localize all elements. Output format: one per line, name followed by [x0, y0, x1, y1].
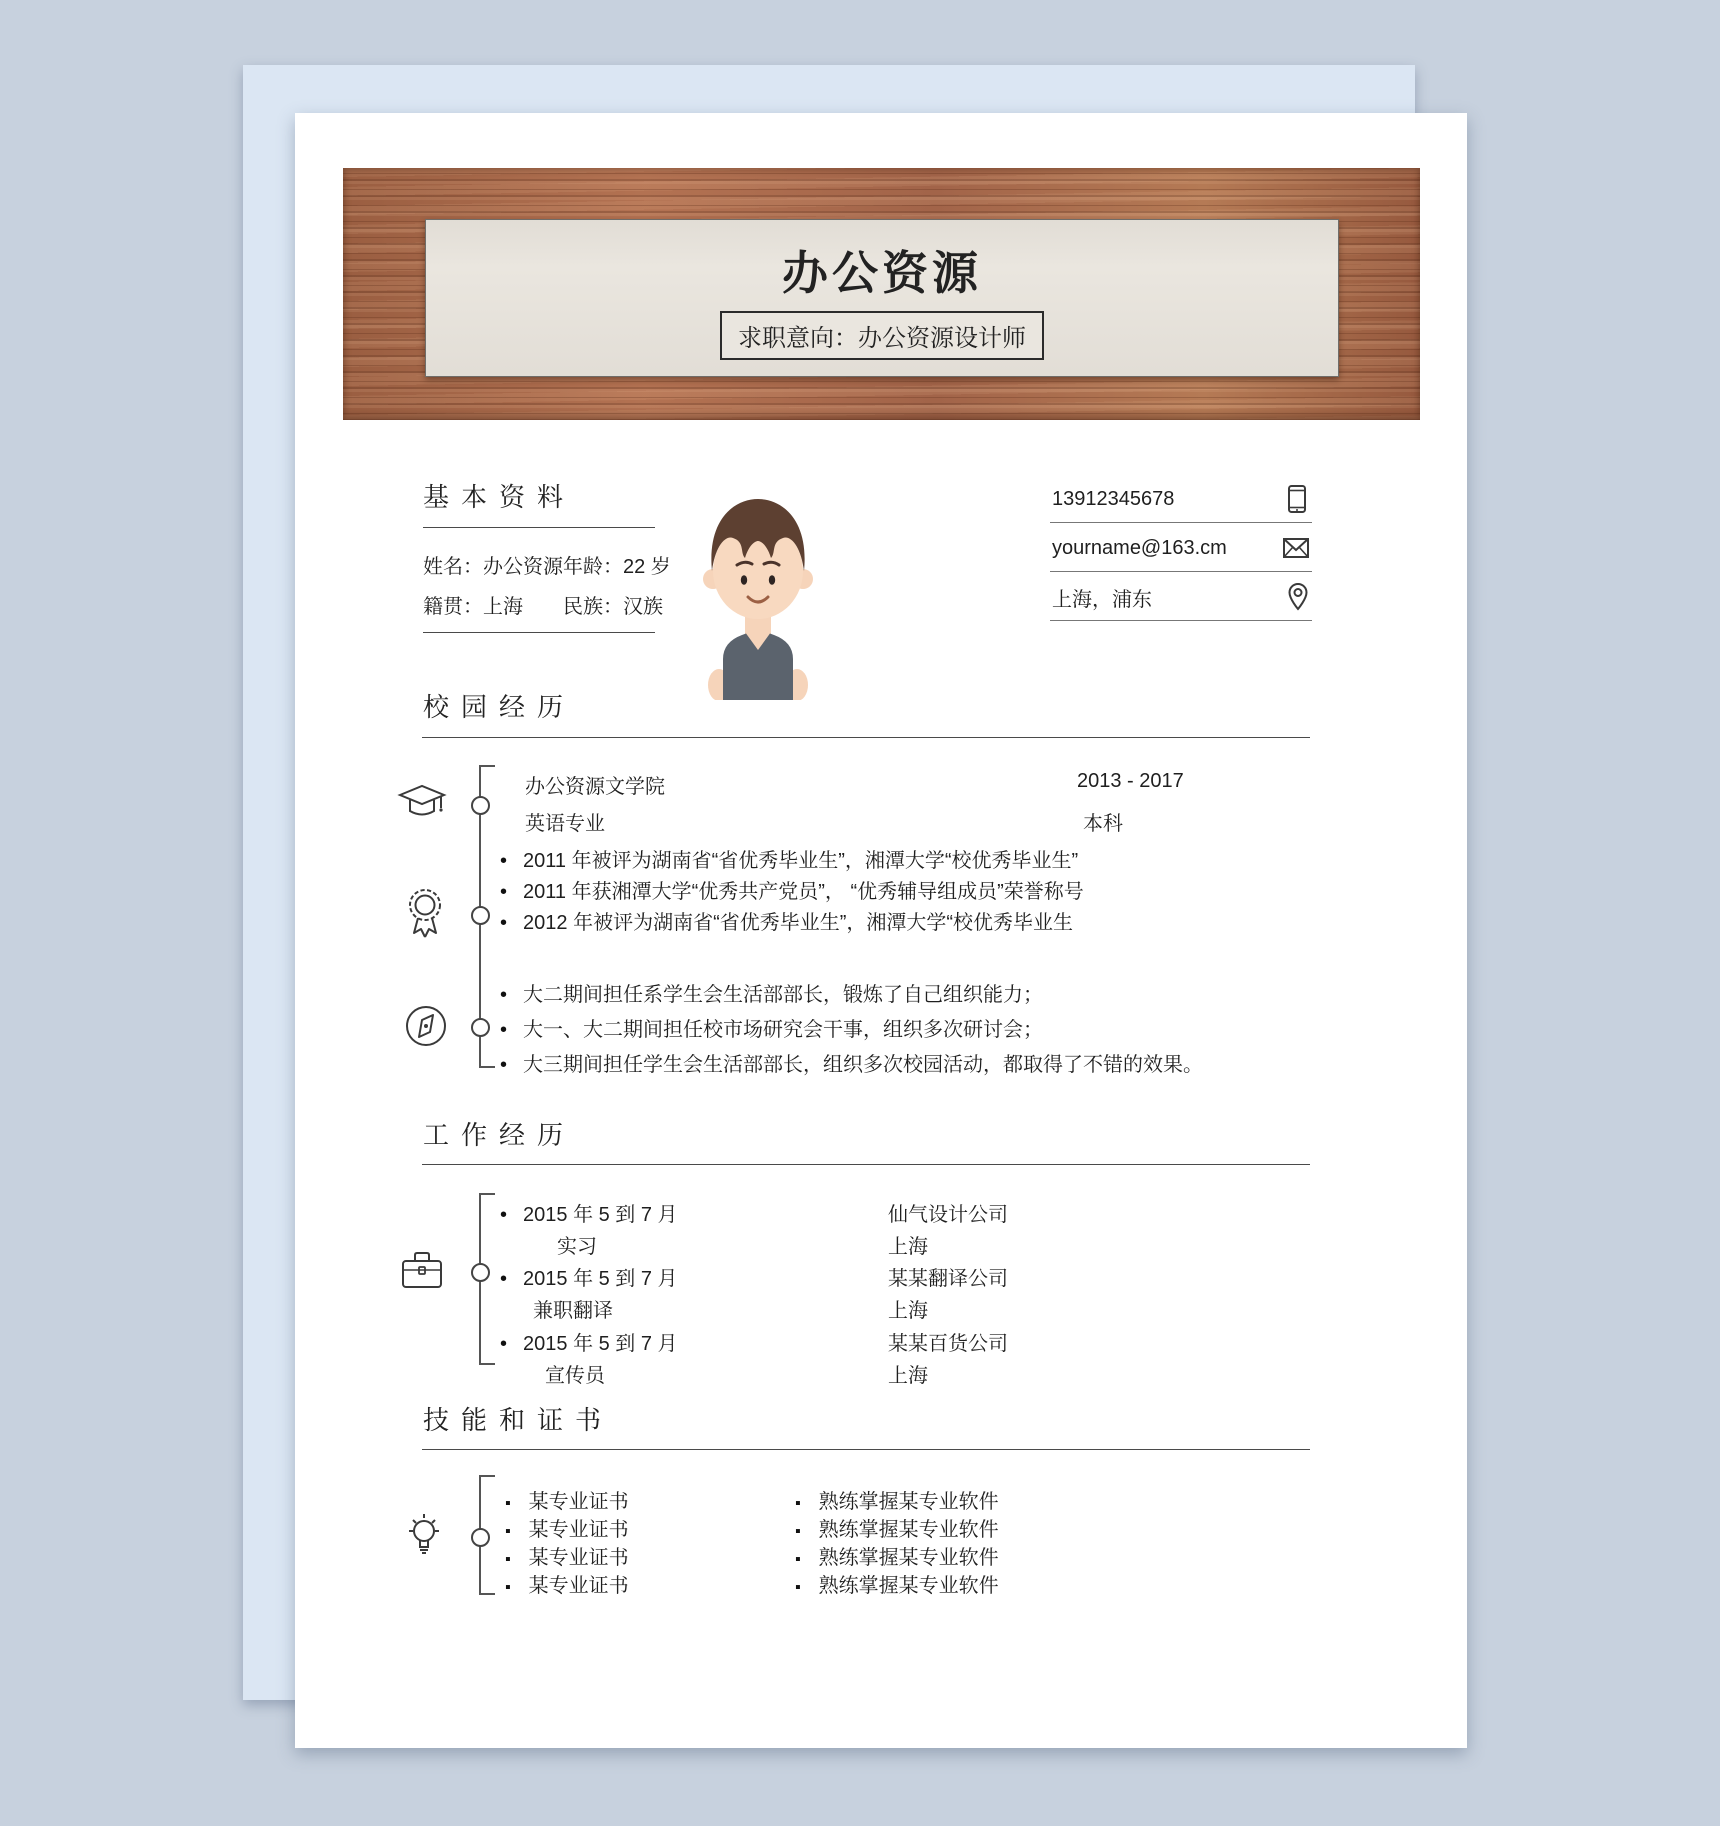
- ethnic-field: 民族：汉族: [563, 596, 663, 618]
- work-item-city: 上海: [888, 1300, 928, 1322]
- email-icon: [1282, 537, 1310, 559]
- contact-block: [1050, 485, 1312, 632]
- work-item-company: 某某翻译公司: [888, 1268, 1008, 1290]
- activity-item: • 大一、大二期间担任校市场研究会干事，组织多次研讨会；: [500, 1013, 1203, 1048]
- location-text: 上海，浦东: [1052, 588, 1152, 611]
- certificate-list: [505, 1485, 629, 1597]
- graduation-cap-icon: [397, 781, 447, 823]
- major-name: 英语专业: [525, 813, 605, 835]
- title-card: [425, 219, 1339, 377]
- contact-email-row: [1050, 534, 1312, 572]
- contact-location-row: [1050, 583, 1312, 621]
- work-item-role: 宣传员: [545, 1365, 605, 1387]
- page-title: 办公资源: [782, 247, 982, 299]
- software-list: [795, 1485, 999, 1597]
- certificate-item: ▪ 某专业证书: [505, 1541, 629, 1569]
- work-item-period: • 2015 年 5 到 7 月: [500, 1327, 678, 1356]
- work-item-role: 实习: [557, 1236, 597, 1258]
- software-item: ▪ 熟练掌握某专业软件: [795, 1485, 999, 1513]
- contact-phone-row: [1050, 485, 1312, 523]
- campus-heading-rule: [422, 737, 1310, 738]
- work-node: [471, 1263, 490, 1282]
- work-heading-rule: [422, 1164, 1310, 1165]
- avatar: [683, 485, 833, 700]
- award-item: • 2011 年获湘潭大学“优秀共产党员”， “优秀辅导组成员”荣誉称号: [500, 875, 1084, 906]
- campus-node-awards: [471, 906, 490, 925]
- activity-item: • 大二期间担任系学生会生活部部长，锻炼了自己组织能力；: [500, 978, 1203, 1013]
- resume-page: [295, 113, 1467, 1748]
- software-item: ▪ 熟练掌握某专业软件: [795, 1513, 999, 1541]
- skills-section-heading: 技能和证书: [423, 1405, 614, 1435]
- work-item-city: 上海: [888, 1365, 928, 1387]
- basic-info-heading: 基本资料: [423, 482, 576, 512]
- name-field: 姓名：办公资源: [423, 556, 563, 578]
- software-item: ▪ 熟练掌握某专业软件: [795, 1541, 999, 1569]
- wood-banner: [343, 168, 1420, 420]
- job-intent-badge: [720, 311, 1044, 360]
- basic-bottom-rule: [423, 632, 655, 633]
- work-item-role: 兼职翻译: [533, 1300, 613, 1322]
- basic-row-name-age: [423, 550, 671, 579]
- education-period: 2013 - 2017: [1077, 770, 1184, 792]
- origin-field: 籍贯：上海: [423, 596, 523, 618]
- age-field: 年龄：22 岁: [563, 556, 671, 578]
- award-item: • 2011 年被评为湖南省“省优秀毕业生”，湘潭大学“校优秀毕业生”: [500, 844, 1084, 875]
- award-item: • 2012 年被评为湖南省“省优秀毕业生”，湘潭大学“校优秀毕业生: [500, 906, 1084, 937]
- software-item: ▪ 熟练掌握某专业软件: [795, 1569, 999, 1597]
- campus-node-activities: [471, 1018, 490, 1037]
- activity-list: [500, 978, 1203, 1083]
- work-item-company: 仙气设计公司: [888, 1204, 1008, 1226]
- education-degree: 本科: [1083, 813, 1123, 835]
- award-medal-icon: [403, 885, 447, 941]
- basic-heading-rule: [423, 527, 655, 528]
- certificate-item: ▪ 某专业证书: [505, 1513, 629, 1541]
- basic-row-origin-ethnic: [423, 590, 663, 619]
- location-pin-icon: [1286, 582, 1310, 612]
- lightbulb-icon: [401, 1509, 447, 1561]
- work-section-heading: 工作经历: [423, 1120, 576, 1150]
- job-intent-label: 求职意向：: [738, 325, 858, 352]
- campus-section-heading: 校园经历: [423, 692, 576, 722]
- work-item-company: 某某百货公司: [888, 1333, 1008, 1355]
- award-list: [500, 844, 1084, 937]
- work-item-period: • 2015 年 5 到 7 月: [500, 1262, 678, 1291]
- campus-node-education: [471, 796, 490, 815]
- job-intent-value: 办公资源设计师: [858, 325, 1026, 352]
- briefcase-icon: [399, 1249, 445, 1291]
- school-name: 办公资源文学院: [525, 776, 665, 798]
- phone-icon: [1284, 484, 1310, 514]
- skills-node: [471, 1528, 490, 1547]
- activity-item: • 大三期间担任学生会生活部部长，组织多次校园活动，都取得了不错的效果。: [500, 1048, 1203, 1083]
- phone-number: 13912345678: [1052, 487, 1175, 510]
- certificate-item: ▪ 某专业证书: [505, 1485, 629, 1513]
- work-item-period: • 2015 年 5 到 7 月: [500, 1198, 678, 1227]
- email-address: yourname@163.cm: [1052, 536, 1227, 559]
- certificate-item: ▪ 某专业证书: [505, 1569, 629, 1597]
- skills-heading-rule: [422, 1449, 1310, 1450]
- compass-icon: [403, 1003, 449, 1049]
- work-item-city: 上海: [888, 1236, 928, 1258]
